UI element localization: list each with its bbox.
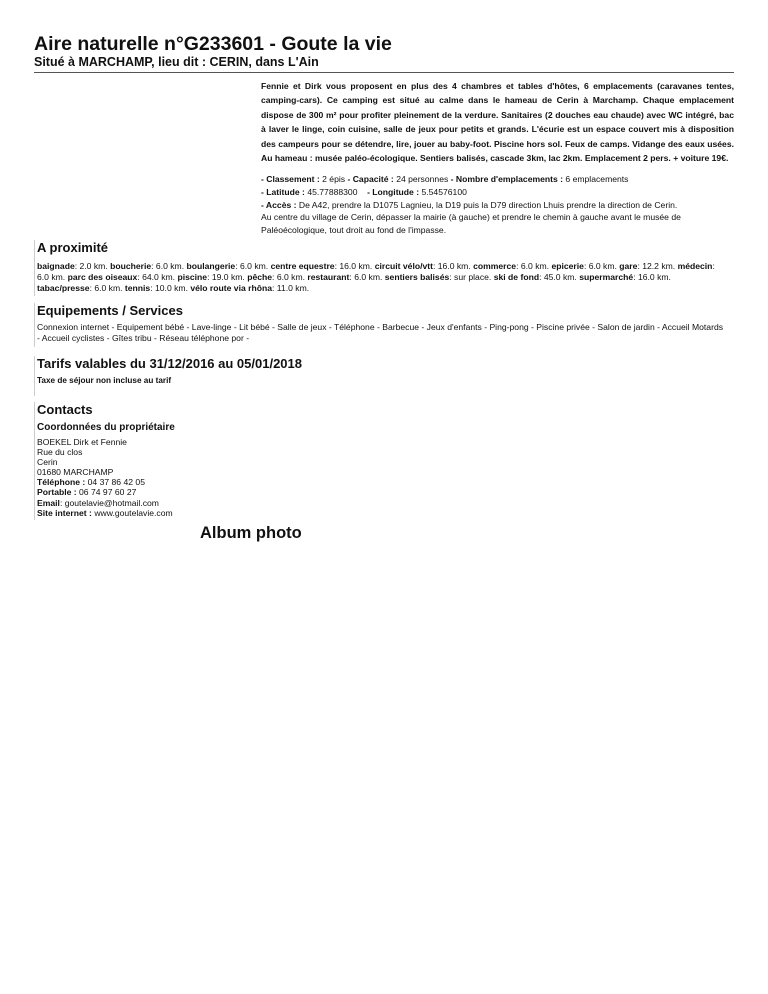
owner-name: BOEKEL Dirk et Fennie	[37, 437, 127, 447]
proximite-item-value: : 6.0 km.	[37, 261, 715, 283]
proximite-item-value: : 6.0 km.	[272, 272, 305, 283]
proximite-item	[187, 261, 269, 271]
section-equipements	[34, 303, 735, 347]
section-tarifs	[34, 356, 735, 396]
owner-heading: Coordonnées du propriétaire	[37, 422, 175, 433]
proximite-item	[271, 261, 373, 271]
capacite-value: 24 personnes	[396, 174, 449, 184]
emplacements-label: - Nombre d'emplacements :	[450, 174, 564, 184]
proximite-heading: A proximité	[37, 240, 109, 255]
proximite-item	[307, 272, 382, 282]
owner-address	[37, 437, 173, 518]
specs-line-3	[261, 199, 734, 212]
tarifs-note: Taxe de séjour non incluse au tarif	[37, 376, 172, 385]
proximite-item	[247, 272, 305, 282]
proximite-item-name: boulangerie	[186, 261, 236, 271]
proximite-item-name: tabac/presse	[37, 283, 90, 294]
proximite-item-name: médecin	[677, 261, 713, 271]
email-label: Email	[37, 497, 60, 508]
acces-value: De A42, prendre la D1075 Lagnieu, la D19 puis la D79 direction Lhuis prendre la direction de Cerin.	[298, 199, 678, 210]
portable-label: Portable :	[37, 487, 77, 498]
section-contacts	[34, 402, 735, 520]
album-heading: Album photo	[200, 524, 302, 542]
page-title: Aire naturelle n°G233601 - Goute la vie	[34, 33, 392, 55]
proximite-item	[177, 272, 244, 282]
portable-value: 06 74 97 60 27	[79, 487, 137, 498]
proximite-item-value: : 45.0 km.	[539, 272, 577, 283]
proximite-item-name: ski de fond	[493, 272, 540, 283]
telephone-label: Téléphone :	[37, 477, 86, 488]
classement-label: - Classement :	[261, 174, 320, 184]
proximite-item-value: : 19.0 km.	[207, 272, 245, 283]
proximite-item	[37, 283, 123, 293]
proximite-item-value: : 16.0 km.	[432, 261, 471, 271]
contacts-heading: Contacts	[37, 402, 93, 417]
proximite-item-value: : 16.0 km.	[334, 261, 373, 271]
page-subtitle: Situé à MARCHAMP, lieu dit : CERIN, dans L'Ain	[34, 55, 319, 69]
proximite-item-value: : sur place.	[449, 272, 492, 283]
proximite-item-value: : 6.0 km.	[151, 261, 185, 271]
proximite-item-name: sentiers balisés	[384, 272, 450, 283]
proximite-item-name: piscine	[177, 272, 208, 283]
proximite-item-value: : 16.0 km.	[633, 272, 671, 283]
proximite-item	[473, 261, 549, 271]
telephone-value: 04 37 86 42 05	[87, 477, 145, 488]
capacite-label: - Capacité :	[347, 174, 394, 184]
specs-block	[261, 173, 734, 237]
section-proximite	[34, 240, 735, 296]
proximite-item-name: pêche	[247, 272, 273, 283]
email-value[interactable]: : goutelavie@hotmail.com	[59, 497, 159, 508]
acces-extra: Au centre du village de Cerin, dépasser la mairie (à gauche) et prendre le chemin à gauche avant le musée de Paléoécologique, tout droit au fond de l'impasse.	[261, 212, 681, 236]
emplacements-value: 6 emplacements	[565, 174, 629, 184]
proximite-item	[619, 261, 675, 271]
owner-locality: Cerin	[37, 457, 58, 468]
equipements-heading: Equipements / Services	[37, 303, 183, 318]
proximite-item	[125, 283, 188, 293]
proximite-item-value: : 6.0 km.	[89, 283, 123, 294]
proximite-item	[375, 261, 471, 271]
specs-line-2	[261, 186, 734, 199]
proximite-item	[37, 261, 108, 271]
owner-postal: 01680 MARCHAMP	[37, 467, 114, 478]
proximite-item-value: : 10.0 km.	[150, 283, 188, 294]
proximite-item	[551, 261, 616, 271]
proximite-item	[579, 272, 671, 282]
proximite-item-value: : 6.0 km.	[516, 261, 550, 271]
latitude-value: 45.77888300	[307, 186, 358, 197]
owner-street: Rue du clos	[37, 447, 83, 458]
proximite-item-name: parc des oiseaux	[67, 272, 138, 283]
tarifs-heading: Tarifs valables du 31/12/2016 au 05/01/2018	[37, 356, 302, 371]
proximite-item-value: : 2.0 km.	[74, 261, 108, 271]
longitude-label: - Longitude :	[367, 186, 420, 197]
proximite-item-value: : 11.0 km.	[272, 283, 310, 294]
longitude-value: 5.54576100	[421, 186, 467, 197]
proximite-item-name: vélo route via rhôna	[190, 283, 273, 294]
proximite-item	[385, 272, 492, 282]
latitude-label: - Latitude :	[261, 186, 305, 197]
proximite-item-name: epicerie	[551, 261, 584, 271]
specs-line-1	[261, 173, 734, 186]
equipements-list: Connexion internet - Equipement bébé - Lave-linge - Lit bébé - Salle de jeux - Téléphone - Barbecue - Jeux d'enfants - Ping-pong - Piscine privée - Salon de jardin - Accueil Motards - Accueil cyclistes - Gîtes tribu - Réseau téléphone por -	[37, 322, 724, 344]
proximite-item-value: : 6.0 km.	[349, 272, 383, 283]
proximite-item	[190, 283, 309, 293]
acces-label: - Accès :	[261, 199, 297, 210]
proximite-item-value: : 12.2 km.	[637, 261, 676, 271]
description-paragraph: Fennie et Dirk vous proposent en plus des 4 chambres et tables d'hôtes, 6 emplacements (caravanes tentes, camping-cars). Ce camping est situé au calme dans le hameau de Cerin à Marchamp. Chaque emplacement dispose de 300 m² pour profiter pleinement de la verdure. Sanitaires (2 douches eau chaude) avec WC intégré, bac à laver le linge, coin cuisine, salle de jeux pour petits et grands. L'écurie est un espace couvert mis à disposition des campeurs pour se détendre, lire, jouer au baby-foot. Piscine hors sol. Feux de camps. Vidange des eaux usées. Au hameau : musée paléo-écologique. Sentiers balisés, cascade 3km, lac 2km. Emplacement 2 pers. + voiture 19€.	[261, 81, 734, 164]
proximite-item-name: commerce	[473, 261, 517, 271]
owner-website	[37, 508, 173, 518]
proximite-item-value: : 6.0 km.	[235, 261, 269, 271]
proximite-item-name: tennis	[124, 283, 151, 294]
owner-email	[37, 498, 173, 508]
owner-telephone	[37, 477, 173, 487]
proximite-item-name: boucherie	[110, 261, 152, 271]
proximite-item-name: supermarché	[579, 272, 634, 283]
proximite-item-name: centre equestre	[270, 261, 335, 271]
classement-value: 2 épis	[322, 174, 346, 184]
proximite-list	[37, 261, 727, 295]
proximite-item-value: : 6.0 km.	[583, 261, 617, 271]
owner-portable	[37, 487, 173, 497]
website-label: Site internet :	[37, 507, 92, 518]
proximite-item	[110, 261, 184, 271]
proximite-item-name: baignade	[37, 261, 75, 271]
proximite-item-value: : 64.0 km.	[137, 272, 176, 283]
proximite-item	[494, 272, 577, 282]
website-value[interactable]: www.goutelavie.com	[94, 507, 173, 518]
proximite-item-name: gare	[619, 261, 638, 271]
proximite-item	[68, 272, 175, 282]
title-divider	[34, 72, 734, 73]
proximite-item-name: restaurant	[307, 272, 350, 283]
proximite-item-name: circuit vélo/vtt	[374, 261, 433, 271]
